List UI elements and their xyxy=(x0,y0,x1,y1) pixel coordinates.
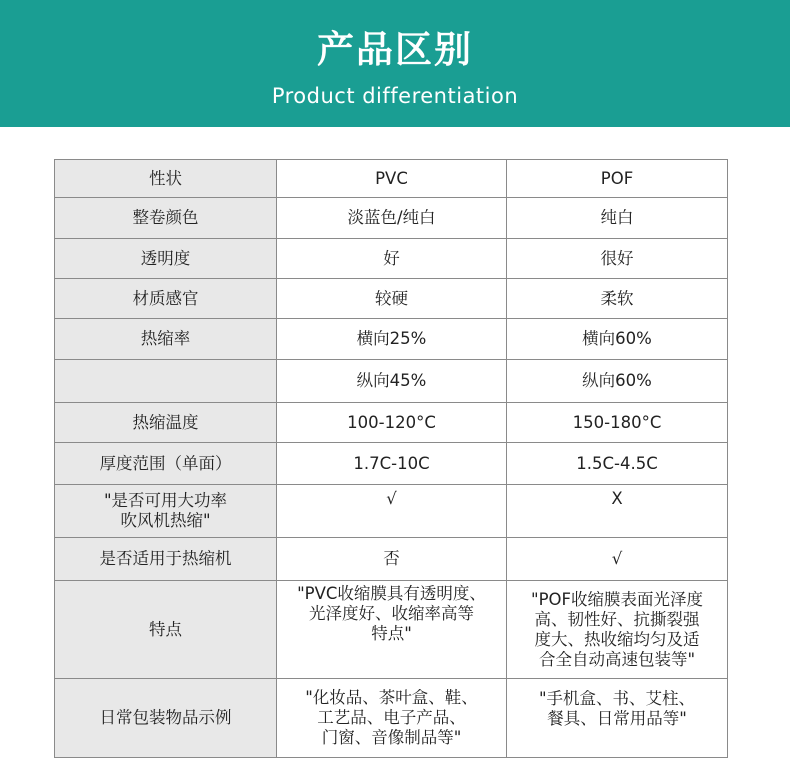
row-label: 是否适用于热缩机 xyxy=(55,538,277,581)
table-row xyxy=(55,443,728,485)
pof-cell: "POF收缩膜表面光泽度 高、韧性好、抗撕裂强 度大、热收缩均匀及适 合全自动高速包装等" xyxy=(507,581,728,679)
table-row xyxy=(55,239,728,279)
table-row xyxy=(55,198,728,239)
table-row xyxy=(55,360,728,403)
row-label: "是否可用大功率 吹风机热缩" xyxy=(55,485,277,538)
table-row xyxy=(55,279,728,319)
header-cell-pvc: PVC xyxy=(277,160,507,198)
pof-cell: X xyxy=(507,485,728,538)
row-label: 日常包装物品示例 xyxy=(55,679,277,758)
pvc-cell: √ xyxy=(277,485,507,538)
comparison-table xyxy=(54,159,728,758)
pof-cell: 很好 xyxy=(507,239,728,279)
header-banner xyxy=(0,0,790,127)
page-title: 产品区别 xyxy=(317,28,473,71)
pvc-cell: 横向25% xyxy=(277,319,507,360)
pvc-cell: 纵向45% xyxy=(277,360,507,403)
pof-cell: "手机盒、书、艾柱、 餐具、日常用品等" xyxy=(507,679,728,758)
pof-cell: 1.5C-4.5C xyxy=(507,443,728,485)
pvc-cell: 否 xyxy=(277,538,507,581)
table-row xyxy=(55,319,728,360)
pof-cell: 纯白 xyxy=(507,198,728,239)
table-row xyxy=(55,581,728,679)
pof-cell: 纵向60% xyxy=(507,360,728,403)
row-label: 整卷颜色 xyxy=(55,198,277,239)
pvc-cell: 较硬 xyxy=(277,279,507,319)
pvc-cell: 1.7C-10C xyxy=(277,443,507,485)
pof-cell: 横向60% xyxy=(507,319,728,360)
table-header-row xyxy=(55,160,728,198)
pvc-cell: 淡蓝色/纯白 xyxy=(277,198,507,239)
header-cell-pof: POF xyxy=(507,160,728,198)
pof-cell: 柔软 xyxy=(507,279,728,319)
pvc-cell: "化妆品、茶叶盒、鞋、 工艺品、电子产品、 门窗、音像制品等" xyxy=(277,679,507,758)
row-label: 厚度范围（单面） xyxy=(55,443,277,485)
row-label: 热缩温度 xyxy=(55,403,277,443)
pof-cell: 150-180°C xyxy=(507,403,728,443)
table-row xyxy=(55,679,728,758)
row-label xyxy=(55,360,277,403)
header-cell-property: 性状 xyxy=(55,160,277,198)
row-label: 热缩率 xyxy=(55,319,277,360)
row-label: 材质感官 xyxy=(55,279,277,319)
table-row xyxy=(55,485,728,538)
pvc-cell: 好 xyxy=(277,239,507,279)
pvc-cell: "PVC收缩膜具有透明度、 光泽度好、收缩率高等 特点" xyxy=(277,581,507,679)
pof-cell: √ xyxy=(507,538,728,581)
table-row xyxy=(55,538,728,581)
table-row xyxy=(55,403,728,443)
page-subtitle: Product differentiation xyxy=(271,84,519,108)
row-label: 透明度 xyxy=(55,239,277,279)
pvc-cell: 100-120°C xyxy=(277,403,507,443)
row-label: 特点 xyxy=(55,581,277,679)
